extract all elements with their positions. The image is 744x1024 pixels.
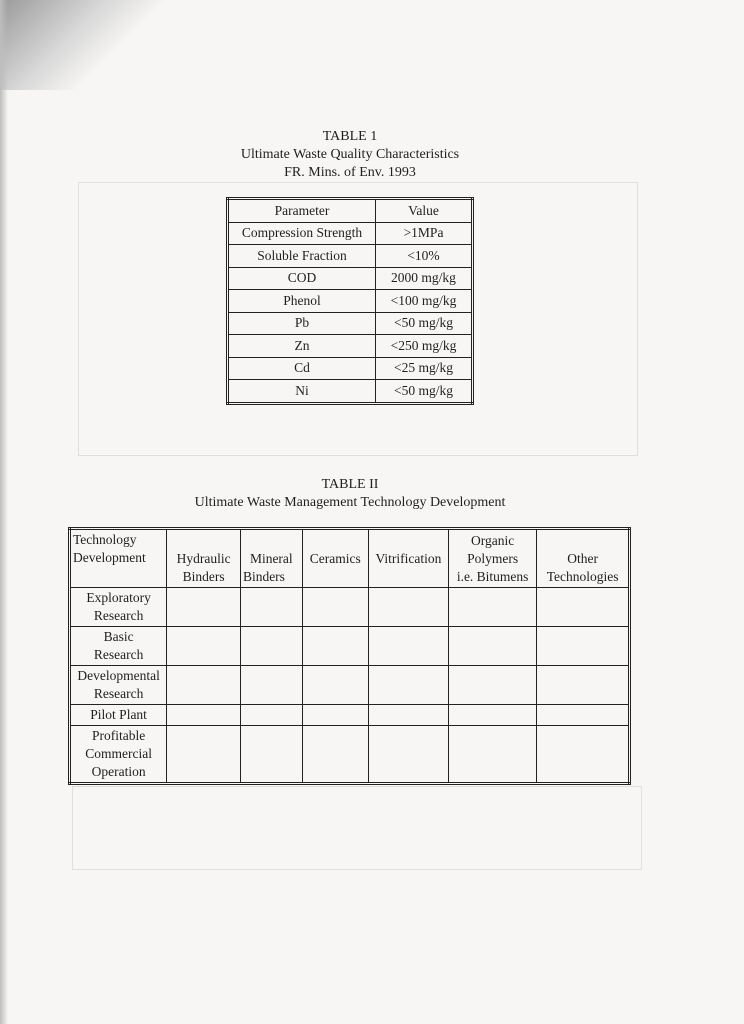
header-line: Binders <box>242 569 285 584</box>
empty-cell <box>449 705 537 726</box>
empty-cell <box>537 588 630 627</box>
empty-cell <box>167 588 241 627</box>
technology-development-table <box>68 527 631 785</box>
empty-cell <box>240 588 302 627</box>
empty-cell <box>537 705 630 726</box>
ceramics-header <box>302 529 368 588</box>
corner-header-line: Technology <box>73 532 137 547</box>
table-row <box>228 335 473 358</box>
header-line: i.e. Bitumens <box>456 569 529 584</box>
value-cell: <25 mg/kg <box>376 357 473 380</box>
empty-cell <box>240 627 302 666</box>
row-label-line: Research <box>93 608 144 623</box>
value-cell: <50 mg/kg <box>376 380 473 404</box>
table-row <box>70 705 630 726</box>
header-line: Ceramics <box>309 550 361 566</box>
row-label-line: Research <box>93 686 144 701</box>
empty-cell <box>368 705 448 726</box>
vitrification-header <box>368 529 448 588</box>
row-label-developmental-research <box>70 666 167 705</box>
row-label-line: Commercial <box>85 746 152 761</box>
table-row <box>228 357 473 380</box>
empty-cell <box>368 588 448 627</box>
table2-title: TABLE II <box>321 477 379 492</box>
value-header: Value <box>376 199 473 223</box>
empty-cell <box>537 726 630 784</box>
header-line: Vitrification <box>375 550 442 566</box>
value-cell: <250 mg/kg <box>376 335 473 358</box>
table-row <box>228 222 473 245</box>
empty-cell <box>368 627 448 666</box>
empty-cell <box>449 726 537 784</box>
parameter-cell: Phenol <box>228 290 376 313</box>
parameter-header: Parameter <box>228 199 376 223</box>
bleed-through-table-lower <box>72 786 642 870</box>
header-line: Binders <box>182 569 225 584</box>
header-line: Organic <box>471 533 515 548</box>
empty-cell <box>240 705 302 726</box>
table2-subtitle: Ultimate Waste Management Technology Development <box>194 495 506 510</box>
row-label-line: Basic <box>103 629 134 644</box>
table-header-row <box>228 199 473 223</box>
header-line: Other <box>567 551 598 566</box>
table-row <box>70 627 630 666</box>
table-header-row <box>70 529 630 588</box>
empty-cell <box>449 666 537 705</box>
empty-cell <box>167 666 241 705</box>
empty-cell <box>167 726 241 784</box>
value-cell: <100 mg/kg <box>376 290 473 313</box>
parameter-cell: Pb <box>228 312 376 335</box>
header-line: Mineral <box>249 551 293 566</box>
row-label-line: Operation <box>91 764 146 779</box>
row-label-profitable-commercial-operation <box>70 726 167 784</box>
table-row <box>228 290 473 313</box>
row-label-pilot-plant: Pilot Plant <box>70 705 167 726</box>
table-row <box>70 666 630 705</box>
organic-polymers-header <box>449 529 537 588</box>
parameter-cell: Compression Strength <box>228 222 376 245</box>
table-row <box>228 245 473 268</box>
value-cell: 2000 mg/kg <box>376 267 473 290</box>
table1-title: TABLE 1 <box>322 129 378 144</box>
empty-cell <box>449 588 537 627</box>
empty-cell <box>167 627 241 666</box>
hydraulic-binders-header <box>167 529 241 588</box>
row-label-line: Profitable <box>91 728 146 743</box>
row-label-line: Research <box>93 647 144 662</box>
empty-cell <box>537 666 630 705</box>
table-row <box>228 267 473 290</box>
empty-cell <box>240 726 302 784</box>
other-technologies-header <box>537 529 630 588</box>
table-row <box>70 588 630 627</box>
header-line: Hydraulic <box>176 551 231 566</box>
parameter-cell: Zn <box>228 335 376 358</box>
quality-characteristics-table <box>226 197 474 405</box>
table-row <box>70 726 630 784</box>
row-label-line: Exploratory <box>86 590 151 605</box>
empty-cell <box>167 705 241 726</box>
header-line: Polymers <box>467 551 519 566</box>
header-line: Technologies <box>546 569 619 584</box>
empty-cell <box>302 705 368 726</box>
row-label-line: Developmental <box>77 668 160 683</box>
mineral-binders-header <box>240 529 302 588</box>
corner-header-line: Development <box>73 550 146 565</box>
table1-source: FR. Mins. of Env. 1993 <box>284 165 416 180</box>
empty-cell <box>449 627 537 666</box>
empty-cell <box>302 666 368 705</box>
table-row <box>228 380 473 404</box>
parameter-cell: Ni <box>228 380 376 404</box>
empty-cell <box>368 666 448 705</box>
row-label-exploratory-research <box>70 588 167 627</box>
corner-header <box>70 529 167 588</box>
row-label-basic-research <box>70 627 167 666</box>
table1-subtitle: Ultimate Waste Quality Characteristics <box>240 147 460 162</box>
parameter-cell: COD <box>228 267 376 290</box>
value-cell: <50 mg/kg <box>376 312 473 335</box>
parameter-cell: Cd <box>228 357 376 380</box>
empty-cell <box>240 666 302 705</box>
empty-cell <box>302 588 368 627</box>
table-row <box>228 312 473 335</box>
parameter-cell: Soluble Fraction <box>228 245 376 268</box>
empty-cell <box>368 726 448 784</box>
value-cell: <10% <box>376 245 473 268</box>
empty-cell <box>302 726 368 784</box>
scan-shadow-corner <box>0 0 190 90</box>
value-cell: >1MPa <box>376 222 473 245</box>
empty-cell <box>537 627 630 666</box>
empty-cell <box>302 627 368 666</box>
